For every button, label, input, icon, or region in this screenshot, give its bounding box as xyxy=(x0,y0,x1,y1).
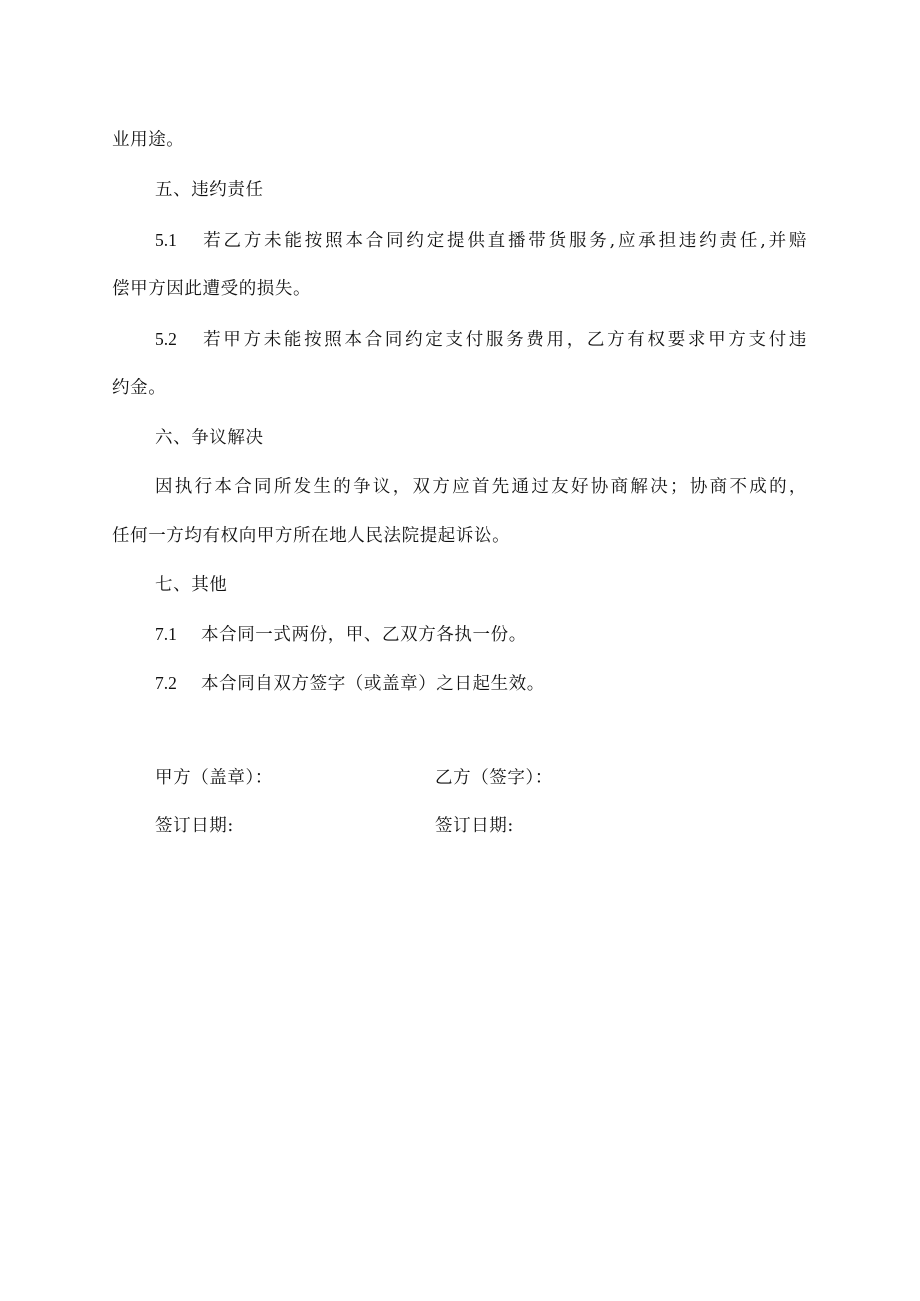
clause-number: 7.1 xyxy=(155,624,177,644)
clause-5-2-line1 xyxy=(155,327,807,352)
clause-text: 本合同一式两份，甲、乙双方各执一份。 xyxy=(201,625,527,645)
clause-5-2-line2: 约金。 xyxy=(112,378,167,398)
section-heading-dispute: 六、争议解决 xyxy=(155,428,264,448)
clause-number: 7.2 xyxy=(155,673,177,693)
clause-number: 5.1 xyxy=(155,230,177,250)
clause-5-1-line2: 偿甲方因此遭受的损失。 xyxy=(112,279,312,299)
dispute-paragraph-line1: 因执行本合同所发生的争议，双方应首先通过友好协商解决；协商不成的， xyxy=(155,477,807,497)
clause-5-1-line1 xyxy=(155,228,807,253)
party-b-date-label: 签订日期: xyxy=(435,816,514,836)
section-heading-breach: 五、违约责任 xyxy=(155,180,264,200)
party-b-signature-label: 乙方（签字）： xyxy=(435,768,553,788)
clause-number: 5.2 xyxy=(155,329,177,349)
clause-text: 若乙方未能按照本合同约定提供直播带货服务,应承担违约责任,并赔 xyxy=(201,231,807,251)
clause-text: 本合同自双方签字（或盖章）之日起生效。 xyxy=(201,674,545,694)
clause-text: 若甲方未能按照本合同约定支付服务费用，乙方有权要求甲方支付违 xyxy=(201,330,807,350)
party-a-date-label: 签订日期: xyxy=(155,816,234,836)
clause-7-1 xyxy=(155,622,527,647)
clause-7-2 xyxy=(155,671,545,696)
party-a-seal-label: 甲方（盖章）： xyxy=(155,768,273,788)
continuation-text: 业用途。 xyxy=(112,130,185,150)
dispute-paragraph-line2: 任何一方均有权向甲方所在地人民法院提起诉讼。 xyxy=(112,526,511,546)
section-heading-other: 七、其他 xyxy=(155,575,228,595)
